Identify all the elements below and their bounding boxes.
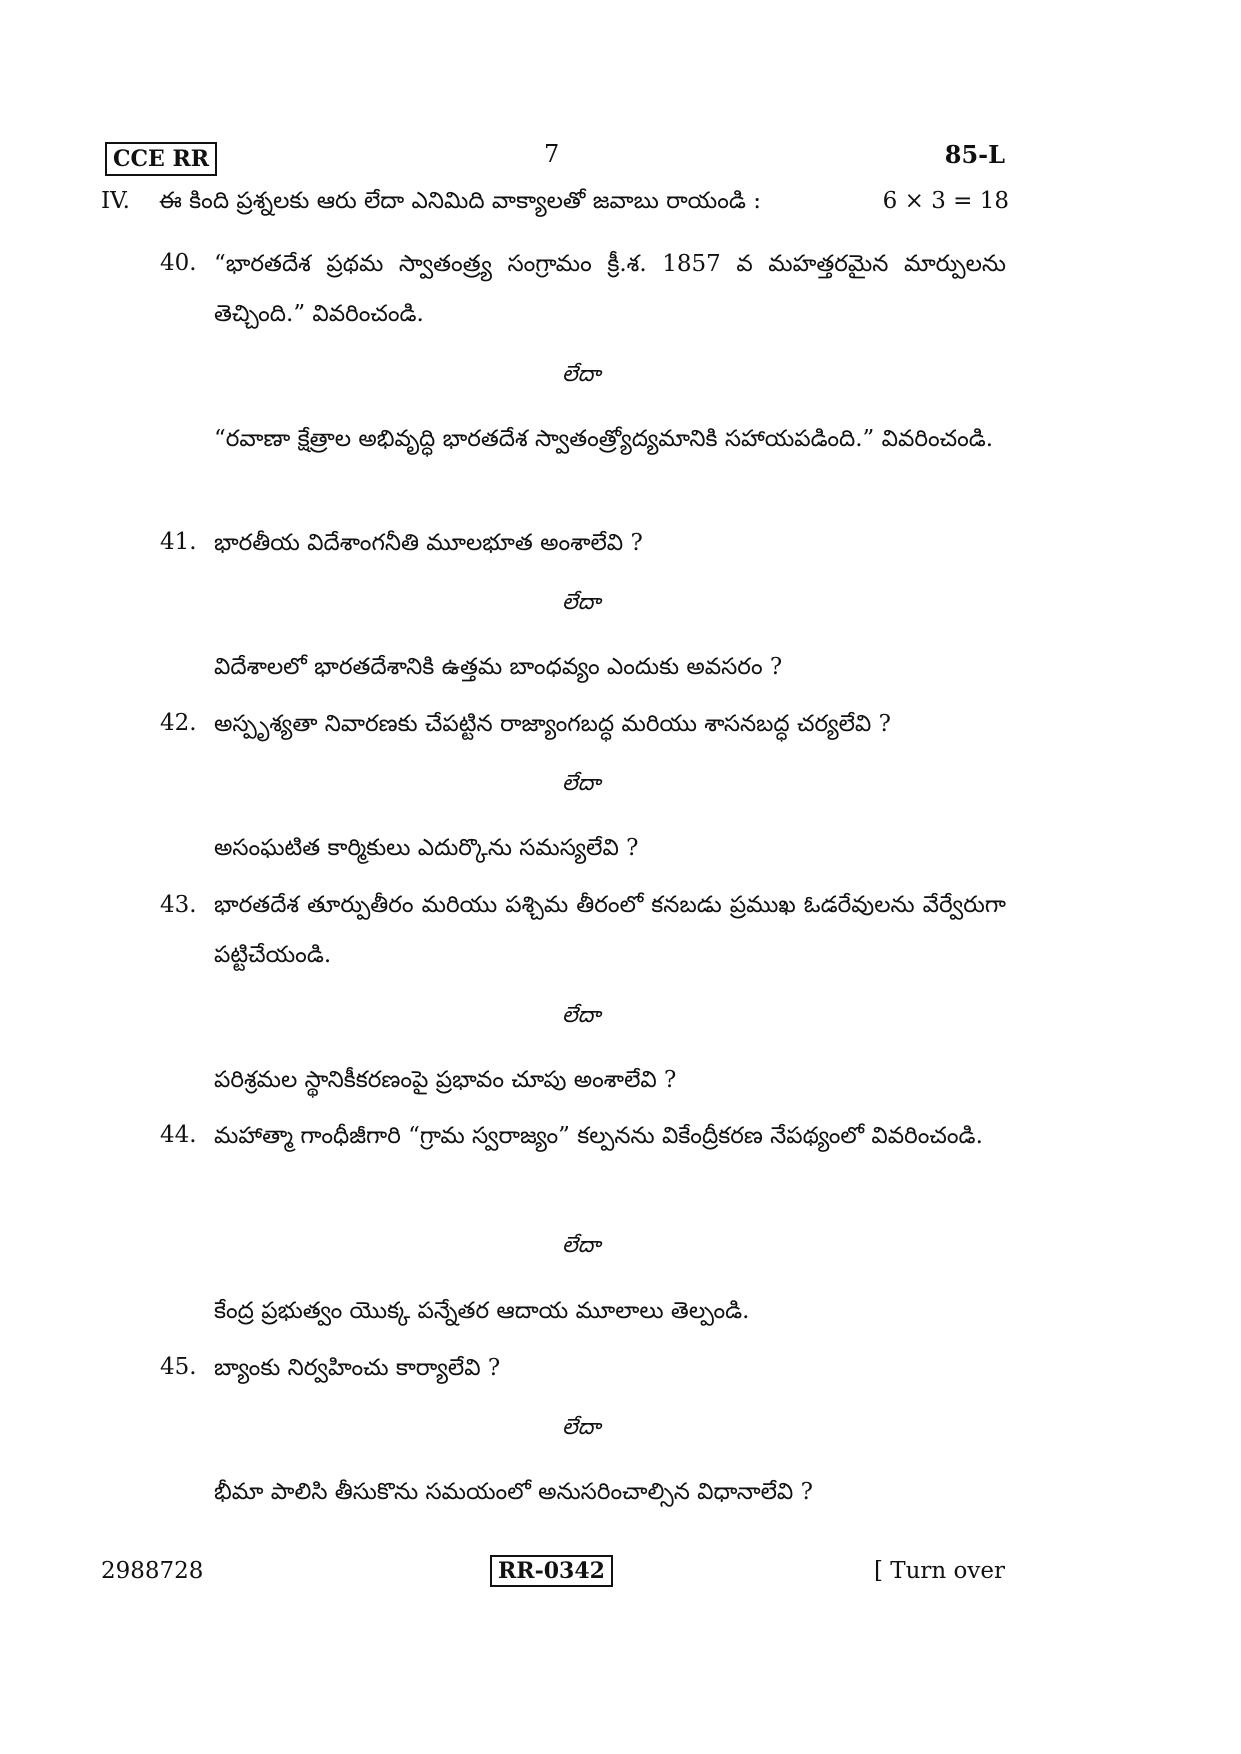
- section-marks: 6 × 3 = 18: [882, 188, 1009, 214]
- or-label: లేదా: [562, 771, 601, 796]
- alternative-question-text: విదేశాలలో భారతదేశానికి ఉత్తమ బాంధవ్యం ఎందుకు అవసరం ?: [214, 654, 783, 680]
- question-number: 45.: [160, 1354, 197, 1380]
- alternative-question-text: అసంఘటిత కార్మికులు ఎదుర్కొను సమస్యలేవి ?: [214, 835, 639, 861]
- page-number: 7: [544, 140, 560, 168]
- question-number: 40.: [160, 250, 197, 276]
- question-number: 41.: [160, 529, 197, 555]
- footer-serial: 2988728: [101, 1558, 204, 1584]
- footer-code-box: RR-0342: [490, 1555, 613, 1587]
- question-number: 42.: [160, 710, 197, 736]
- question-number: 43.: [160, 892, 197, 918]
- alternative-question-text: కేంద్ర ప్రభుత్వం యొక్క పన్నేతర ఆదాయ మూలాలు తెల్పండి.: [214, 1298, 750, 1324]
- or-label: లేదా: [562, 590, 601, 615]
- alternative-question-text: పరిశ్రమల స్థానికీకరణంపై ప్రభావం చూపు అంశాలేవి ?: [214, 1067, 677, 1093]
- question-text: అస్పృశ్యతా నివారణకు చేపట్టిన రాజ్యాంగబద్ధ మరియు శాసనబద్ధ చర్యలేవి ?: [214, 711, 891, 737]
- question-text: భారతదేశ తూర్పుతీరం మరియు పశ్చిమ తీరంలో కనబడు ప్రముఖ ఓడరేవులను వేర్వేరుగా పట్టిచేయండి.: [214, 892, 1006, 968]
- question-text: మహాత్మా గాంధీజీగారి “గ్రామ స్వరాజ్యం” కల్పనను వికేంద్రీకరణ నేపథ్యంలో వివరించండి.: [214, 1123, 983, 1149]
- paper-code: 85-L: [944, 140, 1005, 169]
- or-label: లేదా: [562, 1415, 601, 1440]
- turn-over-label: [ Turn over: [873, 1558, 1005, 1584]
- alternative-question-text: భీమా పాలిసి తీసుకొను సమయంలో అనుసరించాల్సిన విధానాలేవి ?: [214, 1479, 813, 1505]
- or-label: లేదా: [562, 1233, 601, 1258]
- question-text: బ్యాంకు నిర్వహించు కార్యాలేవి ?: [214, 1355, 501, 1381]
- question-text: భారతీయ విదేశాంగనీతి మూలభూత అంశాలేవి ?: [214, 530, 643, 556]
- question-number: 44.: [160, 1122, 197, 1148]
- section-instruction: ఈ కింది ప్రశ్నలకు ఆరు లేదా ఎనిమిది వాక్యాలతో జవాబు రాయండి :: [159, 188, 761, 214]
- header-box-cce-rr: CCE RR: [105, 142, 217, 176]
- question-text: “భారతదేశ ప్రథమ స్వాతంత్ర్య సంగ్రామం క్రీ.శ. 1857 వ మహత్తరమైన మార్పులను తెచ్చింది.” వివరించండి.: [214, 251, 1006, 327]
- or-label: లేదా: [562, 1003, 601, 1028]
- alternative-question-text: “రవాణా క్షేత్రాల అభివృద్ధి భారతదేశ స్వాతంత్ర్యోద్యమానికి సహాయపడింది.” వివరించండి.: [214, 426, 994, 452]
- section-numeral: IV.: [101, 188, 130, 214]
- or-label: లేదా: [562, 362, 601, 387]
